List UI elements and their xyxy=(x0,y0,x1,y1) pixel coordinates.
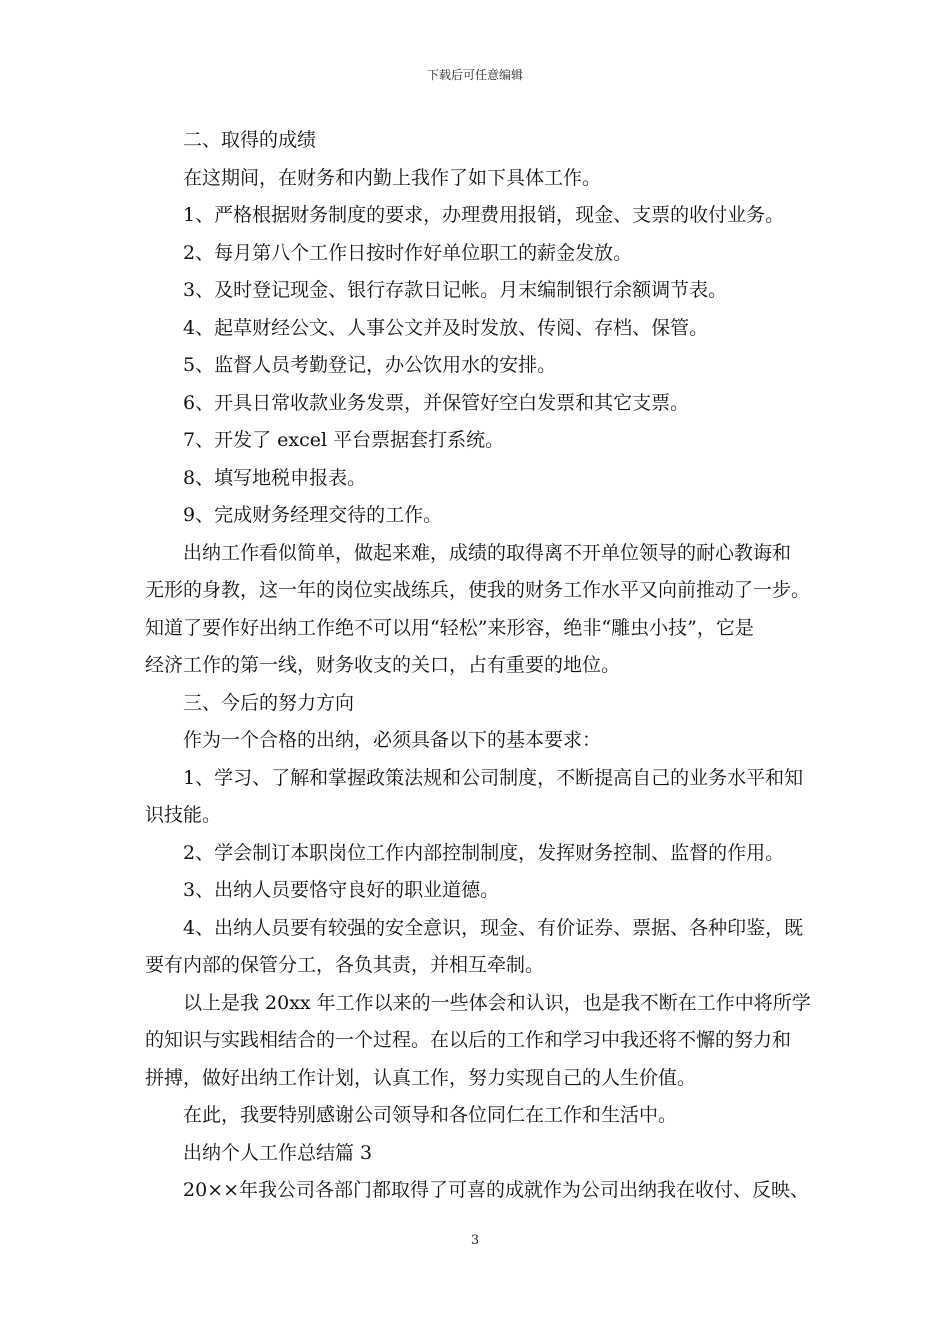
list-item: 6、开具日常收款业务发票，并保管好空白发票和其它支票。 xyxy=(183,391,690,414)
page-number: 3 xyxy=(470,1233,480,1248)
paragraph-line: 拼搏，做好出纳工作计划，认真工作，努力实现自己的人生价值。 xyxy=(145,1066,697,1089)
page-header: 下载后可任意编辑 xyxy=(426,68,523,82)
list-item: 2、学会制订本职岗位工作内部控制制度，发挥财务控制、监督的作用。 xyxy=(183,841,785,864)
list-item: 3、出纳人员要恪守良好的职业道德。 xyxy=(183,879,500,901)
list-item: 4、出纳人员要有较强的安全意识，现金、有价证券、票据、各种印鉴，既 xyxy=(183,916,804,939)
paragraph-line: 的知识与实践相结合的一个过程。在以后的工作和学习中我还将不懈的努力和 xyxy=(145,1029,792,1051)
list-item: 4、起草财经公文、人事公文并及时发放、传阅、存档、保管。 xyxy=(183,316,709,339)
document-body xyxy=(145,122,825,1210)
paragraph-line: 在此，我要特别感谢公司领导和各位同仁在工作和生活中。 xyxy=(183,1104,678,1126)
list-item: 1、严格根据财务制度的要求，办理费用报销，现金、支票的收付业务。 xyxy=(183,204,785,226)
paragraph-line: 无形的身教，这一年的岗位实战练兵，使我的财务工作水平又向前推动了一步。 xyxy=(145,579,811,601)
list-item: 1、学习、了解和掌握政策法规和公司制度，不断提高自己的业务水平和知 xyxy=(183,766,804,789)
list-item: 2、每月第八个工作日按时作好单位职工的薪金发放。 xyxy=(183,241,633,264)
list-item: 7、开发了 excel 平台票据套打系统。 xyxy=(183,429,505,451)
list-item: 3、及时登记现金、银行存款日记帐。月末编制银行余额调节表。 xyxy=(183,279,728,301)
list-item: 9、完成财务经理交待的工作。 xyxy=(183,504,443,526)
paragraph-line: 出纳工作看似简单，做起来难，成绩的取得离不开单位领导的耐心教诲和 xyxy=(183,541,792,564)
list-item: 5、监督人员考勤登记，办公饮用水的安排。 xyxy=(183,354,557,376)
paragraph-line: 识技能。 xyxy=(145,804,222,826)
paragraph-line: 在这期间，在财务和内勤上我作了如下具体工作。 xyxy=(183,166,602,189)
paragraph-line: 20××年我公司各部门都取得了可喜的成就作为公司出纳我在收付、反映、 xyxy=(183,1179,810,1201)
paragraph-line: 知道了要作好出纳工作绝不可以用“轻松”来形容，绝非“雕虫小技”，它是 xyxy=(145,616,754,639)
section-heading: 三、今后的努力方向 xyxy=(183,691,355,714)
paragraph-line: 经济工作的第一线，财务收支的关口，占有重要的地位。 xyxy=(145,654,621,676)
section-heading: 二、取得的成绩 xyxy=(183,129,317,151)
list-item: 8、填写地税申报表。 xyxy=(183,466,367,489)
paragraph-line: 要有内部的保管分工，各负其责，并相互牵制。 xyxy=(145,954,545,976)
paragraph-line: 作为一个合格的出纳，必须具备以下的基本要求： xyxy=(183,729,602,751)
paragraph-line: 以上是我 20xx 年工作以来的一些体会和认识，也是我不断在工作中将所学 xyxy=(183,991,811,1014)
article-title: 出纳个人工作总结篇 3 xyxy=(183,1141,373,1164)
